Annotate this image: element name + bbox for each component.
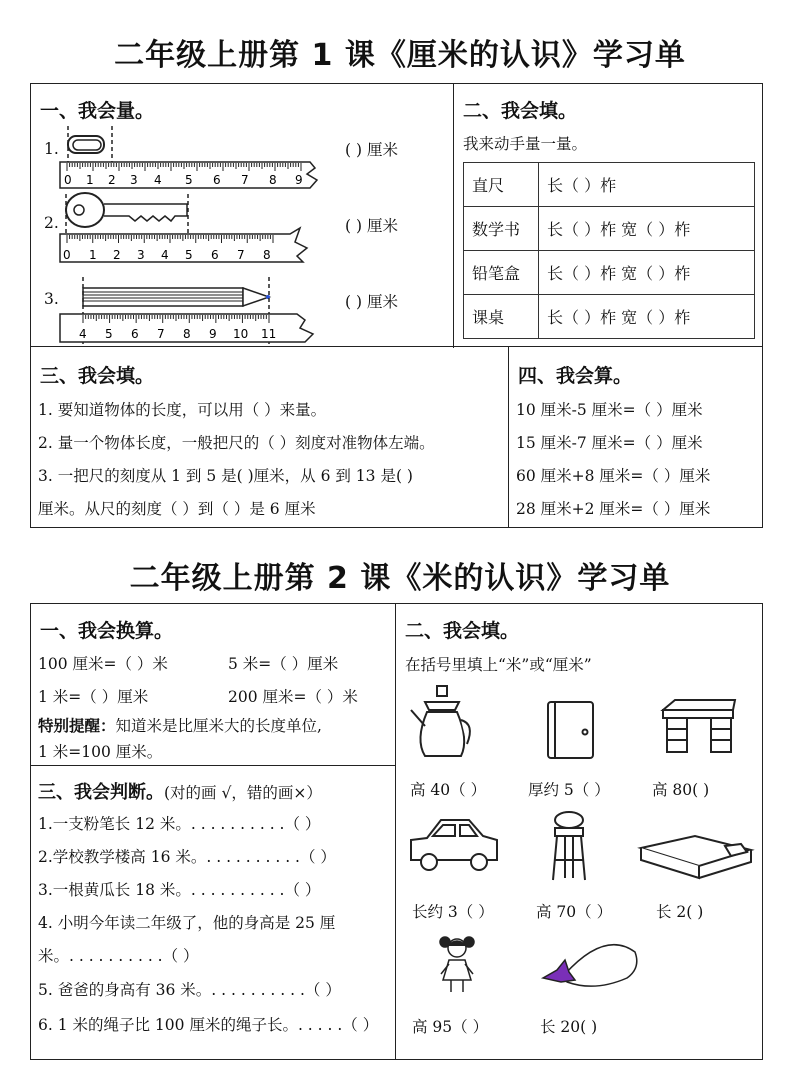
- lesson2-title: 二年级上册第 2 课《米的认识》学习单: [129, 561, 671, 596]
- tick-label: 1: [89, 248, 97, 262]
- lesson2-q3-heading: 三、我会判断。: [38, 782, 164, 803]
- table-row: 数学书 长（ ）柞 宽（ ）柞: [464, 207, 755, 251]
- judge-line[interactable]: 5. 爸爸的身高有 36 米。. . . . . . . . . .（ ）: [38, 981, 341, 999]
- measure-table: [463, 162, 755, 339]
- tick-label: 4: [161, 248, 169, 262]
- tick-label: 5: [185, 248, 193, 262]
- bed-icon: [641, 836, 751, 878]
- tick-label: 11: [261, 327, 277, 341]
- item-number: 1.: [44, 140, 59, 158]
- tick-label: 6: [131, 327, 139, 341]
- lesson2-q2-intro: 在括号里填上“米”或“厘米”: [405, 656, 592, 674]
- judge-line[interactable]: 1.一支粉笔长 12 米。. . . . . . . . . .（ ）: [38, 815, 321, 833]
- unit-blank[interactable]: 高 95（ ）: [412, 1018, 489, 1036]
- answer-blank[interactable]: ( ) 厘米: [345, 141, 398, 159]
- unit-blank[interactable]: 厚约 5（ ）: [528, 781, 610, 799]
- eggplant-icon: [543, 945, 637, 987]
- lesson1-q2-intro: 我来动手量一量。: [463, 135, 588, 153]
- answer-blank[interactable]: ( ) 厘米: [345, 217, 398, 235]
- tick-label: 8: [183, 327, 191, 341]
- tip-text: 1 米=100 厘米。: [38, 743, 163, 761]
- table-row: 铅笔盒 长（ ）柞 宽（ ）柞: [464, 251, 755, 295]
- kettle-icon: [411, 686, 470, 756]
- car-icon: [411, 820, 497, 870]
- fill-line[interactable]: 2. 量一个物体长度，一般把尺的（ ）刻度对准物体左端。: [38, 434, 435, 452]
- lesson2-q1-heading: 一、我会换算。: [40, 620, 174, 642]
- book-icon: [548, 702, 593, 758]
- answer-blank[interactable]: ( ) 厘米: [345, 293, 398, 311]
- pencil-icon: [83, 288, 270, 306]
- measure-figures: [55, 122, 325, 347]
- unit-blank[interactable]: 高 70（ ）: [536, 903, 613, 921]
- table-row: 课桌 长（ ）柞 宽（ ）柞: [464, 295, 755, 339]
- judge-line[interactable]: 2.学校教学楼高 16 米。. . . . . . . . . .（ ）: [38, 848, 336, 866]
- calc-line[interactable]: 10 厘米-5 厘米=（ ）厘米: [516, 401, 703, 419]
- convert-blank[interactable]: 200 厘米=（ ）米: [228, 688, 358, 706]
- lesson1-q3-heading: 三、我会填。: [40, 365, 155, 387]
- tick-label: 7: [237, 248, 245, 262]
- key-icon: [66, 193, 187, 227]
- tip-label: 特别提醒：: [38, 717, 116, 735]
- unit-blank[interactable]: 高 80( ): [652, 781, 710, 799]
- calc-line[interactable]: 60 厘米+8 厘米=（ ）厘米: [516, 467, 711, 485]
- ruler-2-labels: [63, 248, 271, 262]
- lesson2-q3-note: (对的画 √，错的画×）: [164, 784, 322, 802]
- convert-blank[interactable]: 5 米=（ ）厘米: [228, 655, 339, 673]
- tick-label: 6: [211, 248, 219, 262]
- convert-blank[interactable]: 100 厘米=（ ）米: [38, 655, 168, 673]
- calc-line[interactable]: 28 厘米+2 厘米=（ ）厘米: [516, 500, 711, 518]
- unit-pictures: [405, 680, 755, 1015]
- unit-blank[interactable]: 长 2( ): [656, 903, 704, 921]
- fill-line[interactable]: 厘米。从尺的刻度（ ）到（ ）是 6 厘米: [38, 500, 316, 518]
- convert-blank[interactable]: 1 米=（ ）厘米: [38, 688, 149, 706]
- tick-label: 10: [233, 327, 249, 341]
- table-row: 直尺 长（ ）柞: [464, 163, 755, 207]
- lesson2-q2-heading: 二、我会填。: [405, 620, 520, 642]
- tick-label: 8: [269, 173, 277, 187]
- judge-line[interactable]: 米。. . . . . . . . . .（ ）: [38, 947, 199, 965]
- tick-label: 0: [63, 248, 71, 262]
- calc-line[interactable]: 15 厘米-7 厘米=（ ）厘米: [516, 434, 703, 452]
- tick-label: 4: [79, 327, 87, 341]
- tick-label: 9: [209, 327, 217, 341]
- tick-label: 7: [241, 173, 249, 187]
- tick-label: 3: [137, 248, 145, 262]
- stool-icon: [553, 812, 585, 880]
- judge-line: 4. 小明今年读二年级了，他的身高是 25 厘: [38, 914, 336, 932]
- judge-line[interactable]: 6. 1 米的绳子比 100 厘米的绳子长。. . . . .（ ）: [38, 1016, 379, 1034]
- tip-text: 知道米是比厘米大的长度单位,: [115, 717, 322, 735]
- fill-line[interactable]: 1. 要知道物体的长度，可以用（ ）来量。: [38, 401, 327, 419]
- item-number: 3.: [44, 290, 59, 308]
- item-number: 2.: [44, 214, 59, 232]
- lesson1-q4-heading: 四、我会算。: [518, 365, 633, 387]
- unit-blank[interactable]: 高 40（ ）: [410, 781, 487, 799]
- tick-label: 2: [108, 173, 116, 187]
- tick-label: 5: [185, 173, 193, 187]
- tick-label: 2: [113, 248, 121, 262]
- lesson1-title: 二年级上册第 1 课《厘米的认识》学习单: [114, 38, 686, 73]
- tick-label: 9: [295, 173, 303, 187]
- lesson1-q1-heading: 一、我会量。: [40, 100, 155, 122]
- tick-label: 4: [154, 173, 162, 187]
- tick-label: 1: [86, 173, 94, 187]
- unit-blank[interactable]: 长约 3（ ）: [412, 903, 494, 921]
- paperclip-icon: [68, 136, 104, 153]
- unit-blank[interactable]: 长 20( ): [540, 1018, 598, 1036]
- tick-label: 7: [157, 327, 165, 341]
- desk-icon: [663, 700, 735, 752]
- judge-line[interactable]: 3.一根黄瓜长 18 米。. . . . . . . . . .（ ）: [38, 881, 321, 899]
- girl-icon: [440, 937, 474, 992]
- lesson1-q2-heading: 二、我会填。: [463, 100, 578, 122]
- tick-label: 6: [213, 173, 221, 187]
- tick-label: 8: [263, 248, 271, 262]
- fill-line[interactable]: 3. 一把尺的刻度从 1 到 5 是( )厘米，从 6 到 13 是( ): [38, 467, 413, 485]
- tick-label: 0: [64, 173, 72, 187]
- tick-label: 3: [130, 173, 138, 187]
- tick-label: 5: [105, 327, 113, 341]
